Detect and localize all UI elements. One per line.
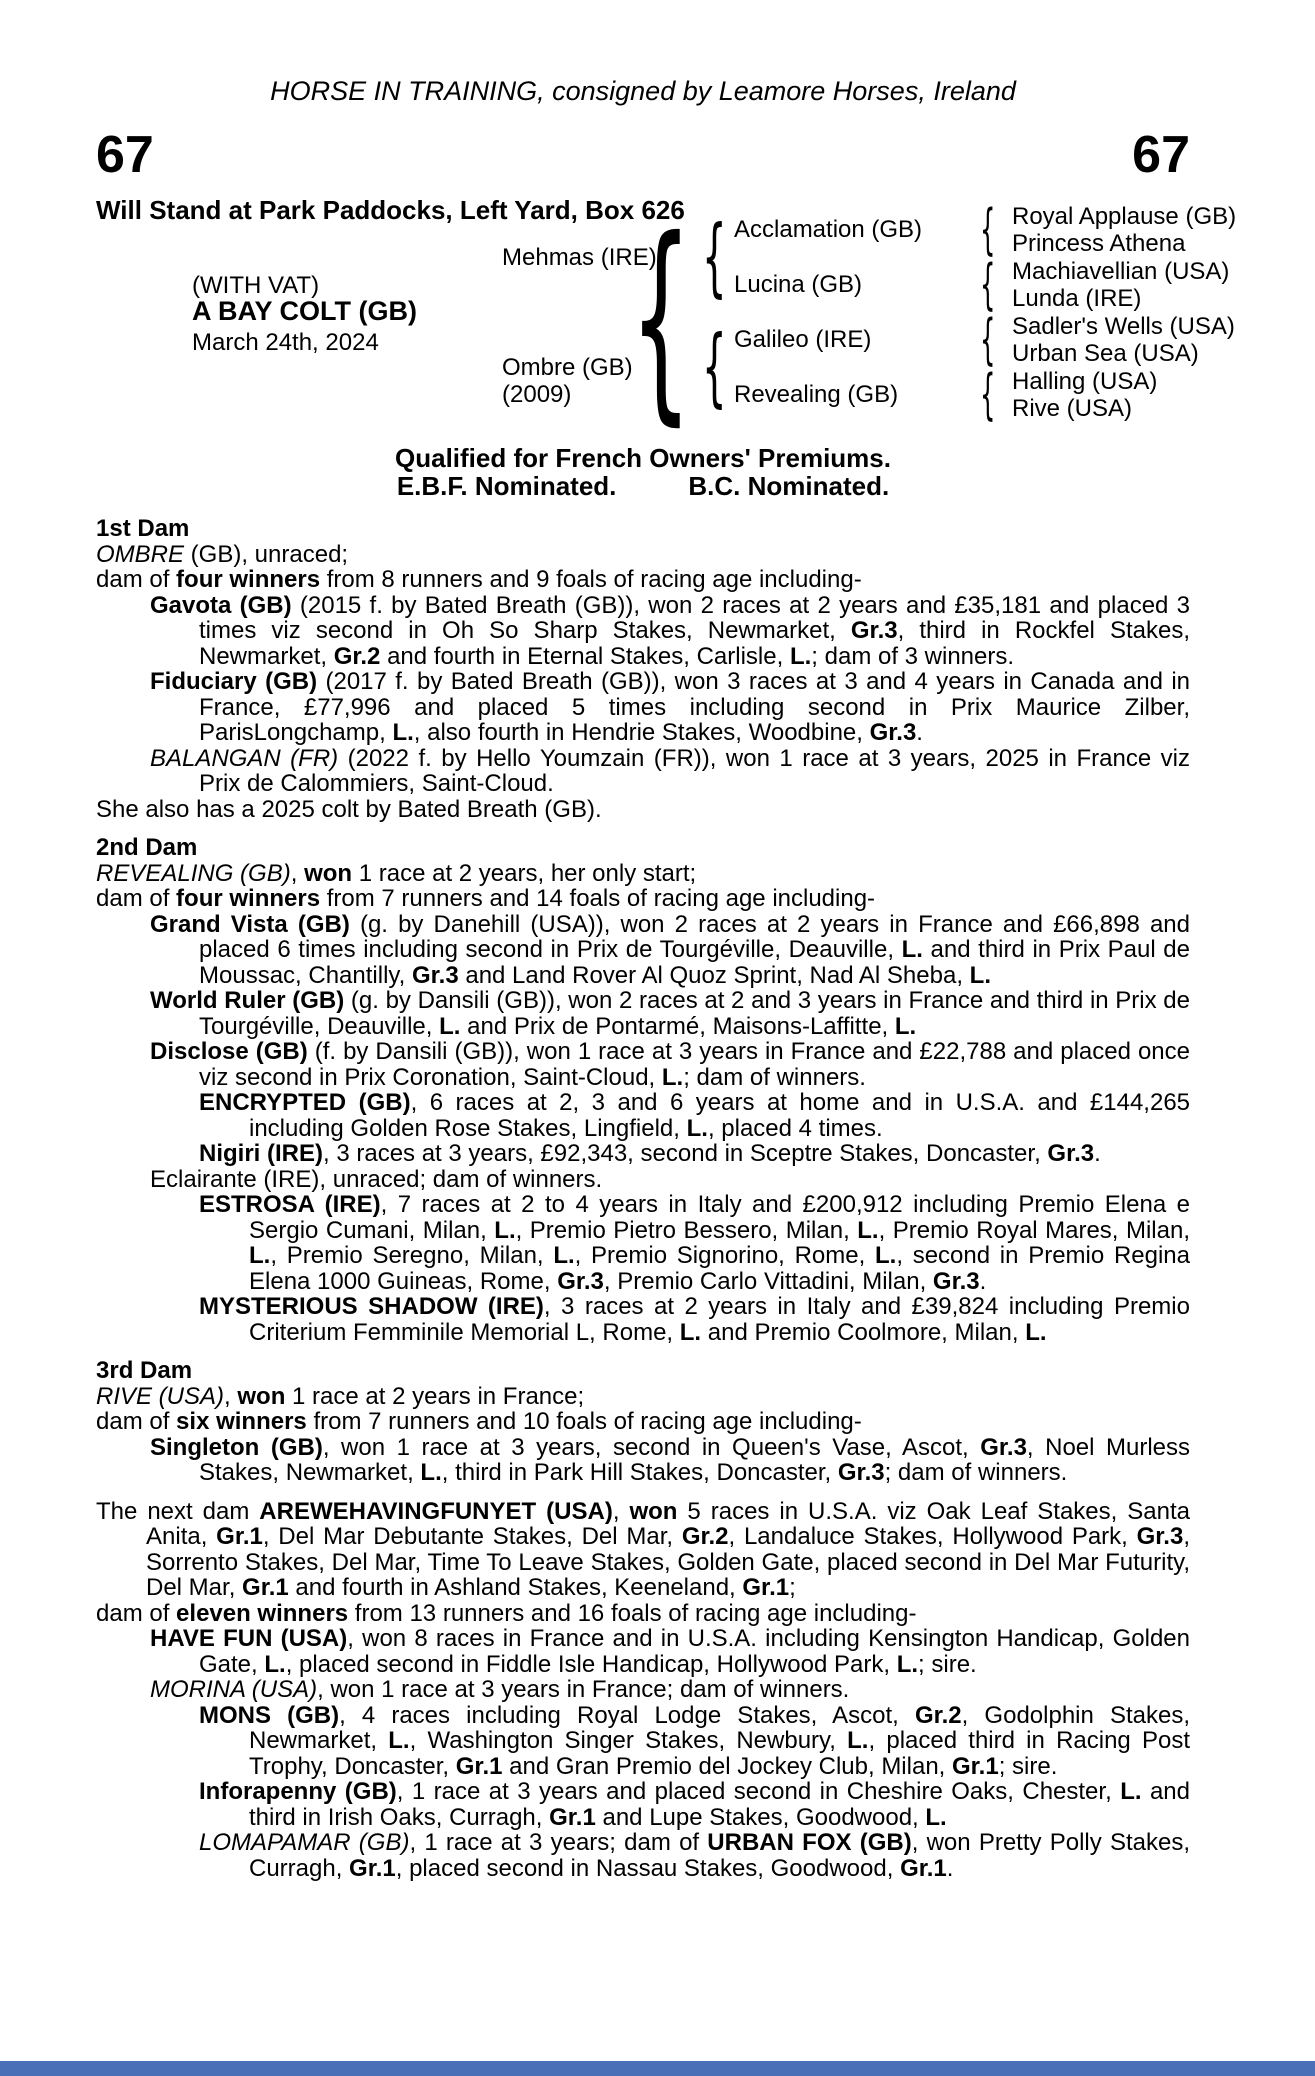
catalogue-paragraph: dam of four winners from 7 runners and 14 foals of racing age including-	[96, 885, 876, 912]
bc-nominated: B.C. Nominated.	[688, 471, 890, 501]
catalogue-paragraph: MYSTERIOUS SHADOW (IRE), 3 races at 2 years in Italy and £39,824 including Premio Criterium Femminile Memorial L, Rome, L. and Premio Coolmore, Milan, L.	[199, 1293, 1197, 1346]
pedigree-brace-pair4	[980, 368, 995, 422]
pedigree-brace-dam	[702, 324, 727, 410]
pedigree-dam-dam: Revealing (GB)	[734, 381, 899, 408]
catalogue-paragraph: Gavota (GB) (2015 f. by Bated Breath (GB)), won 2 races at 2 years and £35,181 and placed 3 times viz second in Oh So Sharp Stakes, Newmarket, Gr.3, third in Rockfel Stakes, Newmarket, Gr.2 and fourth in Eternal Stakes, Carlisle, L.; dam of 3 winners.	[150, 591, 1197, 670]
lot-number-row	[96, 128, 1190, 182]
pedigree-sire: Mehmas (IRE)	[502, 244, 657, 271]
catalogue-paragraph: LOMAPAMAR (GB), 1 race at 3 years; dam of URBAN FOX (GB), won Pretty Polly Stakes, Curragh, Gr.1, placed second in Nassau Stakes, Goodwood, Gr.1.	[199, 1829, 1197, 1882]
catalogue-paragraph: Singleton (GB), won 1 race at 3 years, second in Queen's Vase, Ascot, Gr.3, Noel Murless Stakes, Newmarket, L., third in Park Hill Stakes, Doncaster, Gr.3; dam of winners.	[150, 1433, 1197, 1486]
dam-section	[96, 834, 1197, 1346]
catalogue-paragraph: RIVE (USA), won 1 race at 2 years in France;	[96, 1382, 585, 1410]
catalogue-paragraph: dam of four winners from 8 runners and 9 foals of racing age including-	[96, 566, 862, 593]
catalogue-page	[0, 76, 1315, 1881]
catalogue-paragraph: HAVE FUN (USA), won 8 races in France and in U.S.A. including Kensington Handicap, Golden Gate, L., placed second in Fiddle Isle Handicap, Hollywood Park, L.; sire.	[150, 1625, 1197, 1678]
dam-heading: 2nd Dam	[96, 834, 198, 861]
catalogue-paragraph: REVEALING (GB), won 1 race at 2 years, her only start;	[96, 859, 697, 887]
catalogue-paragraph: Eclairante (IRE), unraced; dam of winners.	[150, 1165, 603, 1193]
bottom-bar	[0, 2061, 1315, 2076]
pedigree-dam-sire: Galileo (IRE)	[734, 326, 872, 353]
pedigree-ggp-5: Sadler's Wells (USA)	[1012, 313, 1235, 340]
consignor-line: HORSE IN TRAINING, consigned by Leamore Horses, Ireland	[270, 76, 1016, 106]
pedigree-brace-sire	[702, 214, 727, 300]
catalogue-paragraph: Grand Vista (GB) (g. by Danehill (USA)), won 2 races at 2 years in France and £66,898 and placed 6 times including second in Prix de Tourgéville, Deauville, L. and third in Prix Paul de Moussac, Chantilly, Gr.3 and Land Rover Al Quoz Sprint, Nad Al Sheba, L.	[150, 910, 1197, 989]
catalogue-body	[96, 515, 1197, 1882]
catalogue-paragraph: Disclose (GB) (f. by Dansili (GB)), won 1 race at 3 years in France and £22,788 and placed once viz second in Prix Coronation, Saint-Cloud, L.; dam of winners.	[150, 1038, 1197, 1091]
pedigree-brace-pair1	[980, 203, 995, 257]
pedigree-ggp-3: Machiavellian (USA)	[1012, 258, 1230, 285]
pedigree-ggp-8: Rive (USA)	[1012, 395, 1133, 422]
nominations-line1: Qualified for French Owners' Premiums.	[395, 443, 891, 473]
catalogue-paragraph: Inforapenny (GB), 1 race at 3 years and placed second in Cheshire Oaks, Chester, L. and third in Irish Oaks, Curragh, Gr.1 and Lupe Stakes, Goodwood, L.	[199, 1778, 1197, 1831]
pedigree-ggp-2: Princess Athena	[1012, 230, 1186, 257]
catalogue-paragraph: BALANGAN (FR) (2022 f. by Hello Youmzain (FR)), won 1 race at 3 years, 2025 in France viz Prix de Calommiers, Saint-Cloud.	[150, 744, 1197, 797]
dam-heading: 1st Dam	[96, 515, 190, 542]
catalogue-paragraph: MORINA (USA), won 1 race at 3 years in France; dam of winners.	[150, 1676, 850, 1703]
dam-heading: 3rd Dam	[96, 1357, 193, 1384]
ebf-nominated: E.B.F. Nominated.	[396, 471, 617, 501]
pedigree-sire-sire: Acclamation (GB)	[734, 216, 923, 243]
pedigree-brace-pair2	[980, 258, 995, 312]
catalogue-paragraph: OMBRE (GB), unraced;	[96, 540, 349, 568]
dam-section	[96, 1497, 1197, 1882]
foaling-date: March 24th, 2024	[192, 329, 379, 356]
lot-number-left: 67	[96, 126, 154, 184]
catalogue-paragraph: ENCRYPTED (GB), 6 races at 2, 3 and 6 years at home and in U.S.A. and £144,265 including Golden Rose Stakes, Lingfield, L., placed 4 times.	[199, 1089, 1197, 1142]
lot-number-right: 67	[1132, 126, 1190, 184]
catalogue-paragraph: She also has a 2025 colt by Bated Breath (GB).	[96, 795, 602, 823]
catalogue-paragraph: MONS (GB), 4 races including Royal Lodge Stakes, Ascot, Gr.2, Godolphin Stakes, Newmarket, L., Washington Singer Stakes, Newbury, L., placed third in Racing Post Trophy, Doncaster, Gr.1 and Gran Premio del Jockey Club, Milan, Gr.1; sire.	[199, 1701, 1197, 1780]
dam-section	[96, 1357, 1197, 1486]
catalogue-paragraph: Nigiri (IRE), 3 races at 3 years, £92,343, second in Sceptre Stakes, Doncaster, Gr.3.	[199, 1140, 1101, 1167]
pedigree-ggp-6: Urban Sea (USA)	[1012, 340, 1199, 367]
catalogue-paragraph: ESTROSA (IRE), 7 races at 2 to 4 years in Italy and £200,912 including Premio Elena e Sergio Cumani, Milan, L., Premio Pietro Bessero, Milan, L., Premio Royal Mares, Milan, L., Premio Seregno, Milan, L., Premio Signorino, Rome, L., second in Premio Regina Elena 1000 Guineas, Rome, Gr.3, Premio Carlo Vittadini, Milan, Gr.3.	[199, 1191, 1197, 1295]
pedigree-ggp-4: Lunda (IRE)	[1012, 285, 1142, 312]
stand-location-line: Will Stand at Park Paddocks, Left Yard, Box 626	[96, 195, 685, 225]
pedigree-dam: Ombre (GB)	[502, 354, 633, 381]
pedigree-brace-pair3	[980, 313, 995, 367]
pedigree-dam-year: (2009)	[502, 381, 572, 408]
pedigree-sire-dam: Lucina (GB)	[734, 271, 863, 298]
vat-note: (WITH VAT)	[192, 272, 320, 299]
pedigree-ggp-7: Halling (USA)	[1012, 368, 1158, 395]
catalogue-paragraph: dam of six winners from 7 runners and 10 foals of racing age including-	[96, 1408, 862, 1435]
colt-name: A BAY COLT (GB)	[192, 296, 418, 326]
pedigree-ggp-1: Royal Applause (GB)	[1012, 203, 1237, 230]
catalogue-paragraph: Fiduciary (GB) (2017 f. by Bated Breath (GB)), won 3 races at 3 and 4 years in Canada and in France, £77,996 and placed 5 times including second in Prix Maurice Zilber, ParisLongchamp, L., also fourth in Hendrie Stakes, Woodbine, Gr.3.	[150, 668, 1197, 746]
catalogue-paragraph: The next dam AREWEHAVINGFUNYET (USA), won 5 races in U.S.A. viz Oak Leaf Stakes, Santa Anita, Gr.1, Del Mar Debutante Stakes, Del Mar, Gr.2, Landaluce Stakes, Hollywood Park, Gr.3, Sorrento Stakes, Del Mar, Time To Leave Stakes, Golden Gate, placed second in Del Mar Futurity, Del Mar, Gr.1 and fourth in Ashland Stakes, Keeneland, Gr.1;	[96, 1497, 1197, 1601]
dam-section	[96, 515, 1197, 823]
catalogue-paragraph: World Ruler (GB) (g. by Dansili (GB)), won 2 races at 2 and 3 years in France and third in Prix de Tourgéville, Deauville, L. and Prix de Pontarmé, Maisons-Laffitte, L.	[150, 987, 1197, 1040]
catalogue-paragraph: dam of eleven winners from 13 runners and 16 foals of racing age including-	[96, 1599, 917, 1627]
nominations-line2	[96, 472, 1190, 500]
